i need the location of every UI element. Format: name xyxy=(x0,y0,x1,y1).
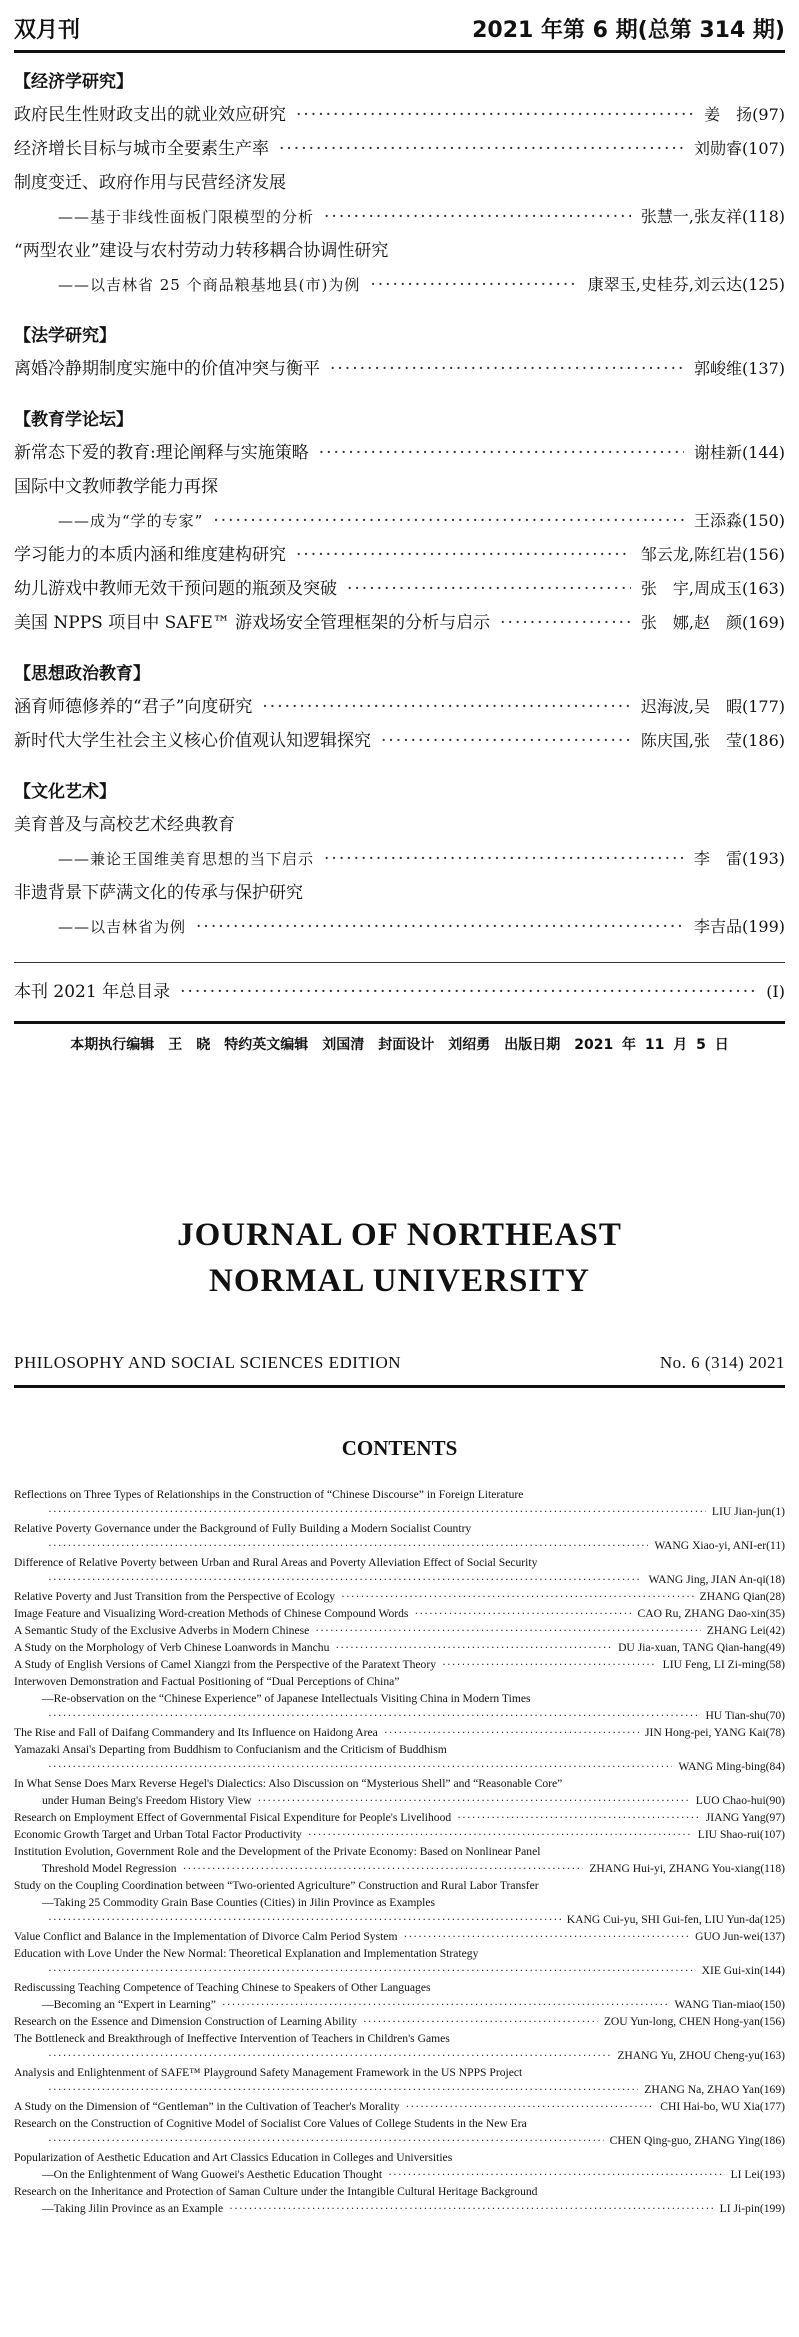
entry-author-page: WANG Tian-miao(150) xyxy=(674,1998,785,2011)
contents-line: Study on the Coupling Coordination between “Two-oriented Agriculture” Construction and Rural Labor Transfer xyxy=(14,1879,539,1892)
entry-title: —Becoming an “Expert in Learning” xyxy=(42,1998,216,2011)
contents-title: CONTENTS xyxy=(341,1436,458,1460)
contents-entry[interactable] xyxy=(14,1588,785,1605)
entry-title: 涵育师德修养的“君子”向度研究 xyxy=(14,697,253,717)
dot-leader xyxy=(48,1911,561,1928)
toc-entry[interactable] xyxy=(14,132,785,166)
dot-leader xyxy=(315,1622,700,1639)
toc-entry[interactable] xyxy=(14,842,785,876)
entry-author-page: HU Tian-shu(70) xyxy=(705,1709,785,1722)
entry-author-page: 张 宇,周成玉(163) xyxy=(640,579,785,598)
entry-title: Research on the Essence and Dimension Construction of Learning Ability xyxy=(14,2015,357,2028)
dot-leader xyxy=(48,2081,638,2098)
entry-title: “两型农业”建设与农村劳动力转移耦合协调性研究 xyxy=(14,241,389,261)
total-index-entry[interactable] xyxy=(14,975,785,1009)
section-title: 【思想政治教育】 xyxy=(14,664,150,684)
dot-leader xyxy=(500,606,631,640)
dot-leader xyxy=(414,1605,631,1622)
dot-leader xyxy=(48,2047,611,2064)
journal-title-line-2: NORMAL UNIVERSITY xyxy=(209,1263,590,1299)
entry-author-page: LUO Chao-hui(90) xyxy=(695,1794,785,1807)
dot-leader xyxy=(48,1503,706,1520)
contents-entry[interactable] xyxy=(14,1724,785,1741)
entry-author-page: 王添淼(150) xyxy=(693,511,785,530)
contents-line: Research on the Construction of Cognitive Model of Socialist Core Values of College Students in the New Era xyxy=(14,2117,527,2130)
entry-title: A Study on the Morphology of Verb Chinese Loanwords in Manchu xyxy=(14,1641,330,1654)
frequency-label: 双月刊 xyxy=(14,17,81,43)
entry-title: Image Feature and Visualizing Word-creation Methods of Chinese Compound Words xyxy=(14,1607,409,1620)
entry-author-page: JIANG Yang(97) xyxy=(705,1811,785,1824)
section xyxy=(14,776,785,944)
dot-leader xyxy=(48,2132,604,2149)
dot-leader xyxy=(222,1996,669,2013)
entry-title xyxy=(14,1537,42,1554)
toc-entry[interactable] xyxy=(14,268,785,302)
toc-entry[interactable] xyxy=(14,234,785,268)
toc-entry[interactable] xyxy=(14,690,785,724)
page-header xyxy=(14,8,785,48)
entry-title: ——以吉林省 25 个商品粮基地县(市)为例 xyxy=(58,276,361,294)
contents-entry[interactable] xyxy=(14,1503,785,1520)
dot-leader xyxy=(48,1707,699,1724)
contents-line: Interwoven Demonstration and Factual Positioning of “Dual Perceptions of China” xyxy=(14,1675,400,1688)
entry-author-page: GUO Jun-wei(137) xyxy=(695,1930,785,1943)
edition-bar xyxy=(14,1353,785,1373)
toc-entry[interactable] xyxy=(14,910,785,944)
entry-title: 美育普及与高校艺术经典教育 xyxy=(14,815,235,835)
contents-entry[interactable] xyxy=(14,1537,785,1554)
entry-title: 新常态下爱的教育:理论阐释与实施策略 xyxy=(14,443,309,463)
section xyxy=(14,404,785,640)
entry-title: A Study on the Dimension of “Gentleman” in the Cultivation of Teacher's Morality xyxy=(14,2100,400,2113)
entry-author-page: ZHANG Yu, ZHOU Cheng-yu(163) xyxy=(617,2049,785,2062)
journal-title-line-1: JOURNAL OF NORTHEAST xyxy=(177,1217,622,1253)
toc-entry[interactable] xyxy=(14,200,785,234)
dot-leader xyxy=(48,1962,696,1979)
toc-entry[interactable] xyxy=(14,876,785,910)
english-contents xyxy=(14,1486,785,2217)
toc-entry[interactable] xyxy=(14,538,785,572)
entry-author-page: LIU Jian-jun(1) xyxy=(711,1505,785,1518)
staff-line: 本期执行编辑 王 晓 特约英文编辑 刘国清 封面设计 刘绍勇 出版日期 2021 年 11 月 5 日 xyxy=(70,1037,729,1053)
dot-leader xyxy=(183,1860,584,1877)
entry-author-page: 邹云龙,陈红岩(156) xyxy=(640,545,785,564)
edition-label: PHILOSOPHY AND SOCIAL SCIENCES EDITION xyxy=(14,1353,402,1372)
contents-entry[interactable] xyxy=(14,2081,785,2098)
dot-leader xyxy=(363,2013,598,2030)
entry-title xyxy=(14,1962,42,1979)
entry-title: 政府民生性财政支出的就业效应研究 xyxy=(14,105,286,125)
entry-author-page: WANG Xiao-yi, ANI-er(11) xyxy=(654,1539,785,1552)
dot-leader xyxy=(48,1571,642,1588)
contents-entry[interactable] xyxy=(14,1656,785,1673)
entry-title: A Study of English Versions of Camel Xiangzi from the Perspective of the Paratext Theory xyxy=(14,1658,437,1671)
contents-entry[interactable] xyxy=(14,1605,785,1622)
toc-entry[interactable] xyxy=(14,436,785,470)
journal-title xyxy=(0,1212,799,1304)
divider xyxy=(14,962,785,963)
dot-leader xyxy=(48,1758,672,1775)
entry-author-page: LI Ji-pin(199) xyxy=(719,2202,785,2215)
toc-entry[interactable] xyxy=(14,352,785,386)
entry-title: 非遗背景下萨满文化的传承与保护研究 xyxy=(14,883,303,903)
entry-author-page: CHEN Qing-guo, ZHANG Ying(186) xyxy=(609,2134,785,2147)
dot-leader xyxy=(229,2200,714,2217)
dot-leader xyxy=(213,504,684,538)
dot-leader xyxy=(196,910,684,944)
contents-entry[interactable] xyxy=(14,1758,785,1775)
entry-author-page: 刘勋睿(107) xyxy=(693,139,785,158)
section xyxy=(14,66,785,302)
entry-title xyxy=(14,1707,42,1724)
dot-leader xyxy=(279,132,684,166)
entry-author-page: LI Lei(193) xyxy=(730,2168,785,2181)
contents-line: Reflections on Three Types of Relationships in the Construction of “Chinese Discourse” in Foreign Literature xyxy=(14,1488,524,1501)
entry-title: 国际中文教师教学能力再探 xyxy=(14,477,218,497)
section-title: 【教育学论坛】 xyxy=(14,410,133,430)
entry-title: ——基于非线性面板门限模型的分析 xyxy=(58,208,315,226)
contents-line: Institution Evolution, Government Role and the Development of the Private Economy: Based on Nonlinear Panel xyxy=(14,1845,541,1858)
entry-author-page: 张慧一,张友祥(118) xyxy=(640,207,785,226)
entry-author-page: KANG Cui-yu, SHI Gui-fen, LIU Yun-da(125) xyxy=(566,1913,785,1926)
entry-title: Relative Poverty and Just Transition from the Perspective of Ecology xyxy=(14,1590,336,1603)
contents-entry[interactable] xyxy=(14,2098,785,2115)
entry-author-page: WANG Ming-bing(84) xyxy=(678,1760,785,1773)
entry-author-page: 陈庆国,张 莹(186) xyxy=(640,731,785,750)
total-index-page: (Ⅰ) xyxy=(766,982,785,1001)
section-title: 【经济学研究】 xyxy=(14,72,133,92)
contents-entry[interactable] xyxy=(14,1809,785,1826)
dot-leader xyxy=(457,1809,700,1826)
toc-entry[interactable] xyxy=(14,724,785,758)
toc-entry[interactable] xyxy=(14,504,785,538)
entry-title xyxy=(14,2047,42,2064)
toc-entry[interactable] xyxy=(14,808,785,842)
entry-author-page: XIE Gui-xin(144) xyxy=(701,1964,785,1977)
divider xyxy=(14,1021,785,1024)
dot-leader xyxy=(296,98,694,132)
entry-author-page: 张 娜,赵 颜(169) xyxy=(640,613,785,632)
dot-leader xyxy=(370,268,577,302)
entry-title: 新时代大学生社会主义核心价值观认知逻辑探究 xyxy=(14,731,371,751)
entry-title: 美国 NPPS 项目中 SAFE™ 游戏场安全管理框架的分析与启示 xyxy=(14,613,491,633)
issue-label: 2021 年第 6 期(总第 314 期) xyxy=(472,17,785,43)
dot-leader xyxy=(258,1792,690,1809)
contents-line: Rediscussing Teaching Competence of Teaching Chinese to Speakers of Other Languages xyxy=(14,1981,431,1994)
contents-entry[interactable] xyxy=(14,2132,785,2149)
toc-entry[interactable] xyxy=(14,166,785,200)
section xyxy=(14,658,785,758)
contents-entry[interactable] xyxy=(14,2013,785,2030)
entry-author-page: JIN Hong-pei, YANG Kai(78) xyxy=(645,1726,785,1739)
dot-leader xyxy=(319,436,684,470)
entry-title: 离婚冷静期制度实施中的价值冲突与衡平 xyxy=(14,359,320,379)
entry-title: ——以吉林省为例 xyxy=(58,918,187,936)
entry-author-page: CAO Ru, ZHANG Dao-xin(35) xyxy=(637,1607,785,1620)
entry-author-page: ZHANG Lei(42) xyxy=(706,1624,785,1637)
contents-line: Relative Poverty Governance under the Background of Fully Building a Modern Socialist Country xyxy=(14,1522,472,1535)
dot-leader xyxy=(341,1588,694,1605)
toc-entry[interactable] xyxy=(14,98,785,132)
entry-title: ——成为“学的专家” xyxy=(58,512,204,530)
contents-line: Education with Love Under the New Normal: Theoretical Explanation and Implementation Strategy xyxy=(14,1947,479,1960)
toc-entry[interactable] xyxy=(14,470,785,504)
entry-author-page: LIU Shao-rui(107) xyxy=(697,1828,785,1841)
contents-entry[interactable] xyxy=(14,2200,785,2217)
entry-author-page: 姜 扬(97) xyxy=(704,105,785,124)
entry-author-page: 康翠玉,史桂芬,刘云达(125) xyxy=(587,275,785,294)
dot-leader xyxy=(384,1724,639,1741)
contents-entry[interactable] xyxy=(14,1792,785,1809)
dot-leader xyxy=(180,975,756,1009)
dot-leader xyxy=(262,690,630,724)
entry-title: The Rise and Fall of Daifang Commandery and Its Influence on Haidong Area xyxy=(14,1726,378,1739)
contents-entry[interactable] xyxy=(14,1996,785,2013)
contents-entry[interactable] xyxy=(14,1962,785,1979)
entry-title: Threshold Model Regression xyxy=(42,1862,177,1875)
dot-leader xyxy=(324,200,631,234)
toc-entry[interactable] xyxy=(14,606,785,640)
contents-line: Difference of Relative Poverty between Urban and Rural Areas and Poverty Alleviation Effect of Social Security xyxy=(14,1556,538,1569)
dot-leader xyxy=(347,572,631,606)
contents-line: —Re-observation on the “Chinese Experience” of Japanese Intellectuals Visiting China in Modern Times xyxy=(42,1692,531,1705)
entry-title: Value Conflict and Balance in the Implementation of Divorce Calm Period System xyxy=(14,1930,398,1943)
contents-entry[interactable] xyxy=(14,1571,785,1588)
entry-title: 幼儿游戏中教师无效干预问题的瓶颈及突破 xyxy=(14,579,337,599)
contents-entry[interactable] xyxy=(14,2047,785,2064)
entry-title: 经济增长目标与城市全要素生产率 xyxy=(14,139,269,159)
contents-line: Analysis and Enlightenment of SAFE™ Playground Safety Management Framework in the US NPPS Project xyxy=(14,2066,523,2079)
entry-title: under Human Being's Freedom History View xyxy=(42,1794,252,1807)
contents-entry[interactable] xyxy=(14,1707,785,1724)
contents-line: Popularization of Aesthetic Education and Art Classics Education in Colleges and Universities xyxy=(14,2151,453,2164)
contents-entry[interactable] xyxy=(14,1860,785,1877)
entry-author-page: 迟海波,吴 暇(177) xyxy=(640,697,785,716)
entry-title xyxy=(14,2132,42,2149)
contents-entry[interactable] xyxy=(14,2166,785,2183)
entry-author-page: LIU Feng, LI Zi-ming(58) xyxy=(662,1658,785,1671)
entry-author-page: 郭峻维(137) xyxy=(693,359,785,378)
contents-line: In What Sense Does Marx Reverse Hegel's Dialectics: Also Discussion on “Mysterious Shell” and “Reasonable Core” xyxy=(14,1777,563,1790)
entry-title: 制度变迁、政府作用与民营经济发展 xyxy=(14,173,286,193)
dot-leader xyxy=(335,1639,612,1656)
entry-title xyxy=(14,1503,42,1520)
chinese-sections xyxy=(14,66,785,944)
toc-entry[interactable] xyxy=(14,572,785,606)
chinese-contents xyxy=(14,66,785,1054)
contents-entry[interactable] xyxy=(14,1911,785,1928)
dot-leader xyxy=(330,352,684,386)
section-title: 【文化艺术】 xyxy=(14,782,116,802)
dot-leader xyxy=(296,538,631,572)
dot-leader xyxy=(308,1826,692,1843)
entry-author-page: 李 雷(193) xyxy=(693,849,785,868)
edition-rule xyxy=(14,1385,785,1388)
dot-leader xyxy=(324,842,684,876)
entry-title: —Taking Jilin Province as an Example xyxy=(42,2202,224,2215)
contents-line: Research on the Inheritance and Protection of Saman Culture under the Intangible Cultural Heritage Background xyxy=(14,2185,538,2198)
entry-title: 学习能力的本质内涵和维度建构研究 xyxy=(14,545,286,565)
dot-leader xyxy=(406,2098,655,2115)
entry-title xyxy=(14,1758,42,1775)
dot-leader xyxy=(381,724,631,758)
entry-title xyxy=(14,1571,42,1588)
edition-number: No. 6 (314) 2021 xyxy=(659,1353,785,1372)
dot-leader xyxy=(403,1928,689,1945)
entry-author-page: ZOU Yun-long, CHEN Hong-yan(156) xyxy=(603,2015,785,2028)
contents-line: The Bottleneck and Breakthrough of Ineffective Intervention of Teachers in Children's Games xyxy=(14,2032,450,2045)
contents-entry[interactable] xyxy=(14,1622,785,1639)
dot-leader xyxy=(442,1656,657,1673)
entry-author-page: DU Jia-xuan, TANG Qian-hang(49) xyxy=(618,1641,785,1654)
entry-author-page: 李吉品(199) xyxy=(693,917,785,936)
entry-title xyxy=(14,1911,42,1928)
entry-author-page: CHI Hai-bo, WU Xia(177) xyxy=(660,2100,785,2113)
header-rule xyxy=(14,50,785,53)
entry-title: —On the Enlightenment of Wang Guowei's Aesthetic Education Thought xyxy=(42,2168,383,2181)
entry-title xyxy=(14,2081,42,2098)
dot-leader xyxy=(48,1537,648,1554)
entry-author-page: WANG Jing, JIAN An-qi(18) xyxy=(648,1573,785,1586)
section-title: 【法学研究】 xyxy=(14,326,116,346)
entry-title: Economic Growth Target and Urban Total Factor Productivity xyxy=(14,1828,302,1841)
contents-line: —Taking 25 Commodity Grain Base Counties (Cities) in Jilin Province as Examples xyxy=(42,1896,436,1909)
contents-entry[interactable] xyxy=(14,1639,785,1656)
entry-title: ——兼论王国维美育思想的当下启示 xyxy=(58,850,315,868)
entry-title: Research on Employment Effect of Governmental Fisical Expenditure for People's Livelihood xyxy=(14,1811,452,1824)
contents-entry[interactable] xyxy=(14,1826,785,1843)
total-index-title: 本刊 2021 年总目录 xyxy=(14,982,171,1002)
dot-leader xyxy=(388,2166,724,2183)
entry-title: A Semantic Study of the Exclusive Adverbs in Modern Chinese xyxy=(14,1624,310,1637)
entry-author-page: ZHANG Na, ZHAO Yan(169) xyxy=(644,2083,785,2096)
entry-author-page: ZHANG Qian(28) xyxy=(699,1590,785,1603)
entry-author-page: 谢桂新(144) xyxy=(693,443,785,462)
contents-line: Yamazaki Ansai's Departing from Buddhism to Confucianism and the Criticism of Buddhism xyxy=(14,1743,447,1756)
entry-author-page: ZHANG Hui-yi, ZHANG You-xiang(118) xyxy=(589,1862,785,1875)
contents-entry[interactable] xyxy=(14,1928,785,1945)
section xyxy=(14,320,785,386)
